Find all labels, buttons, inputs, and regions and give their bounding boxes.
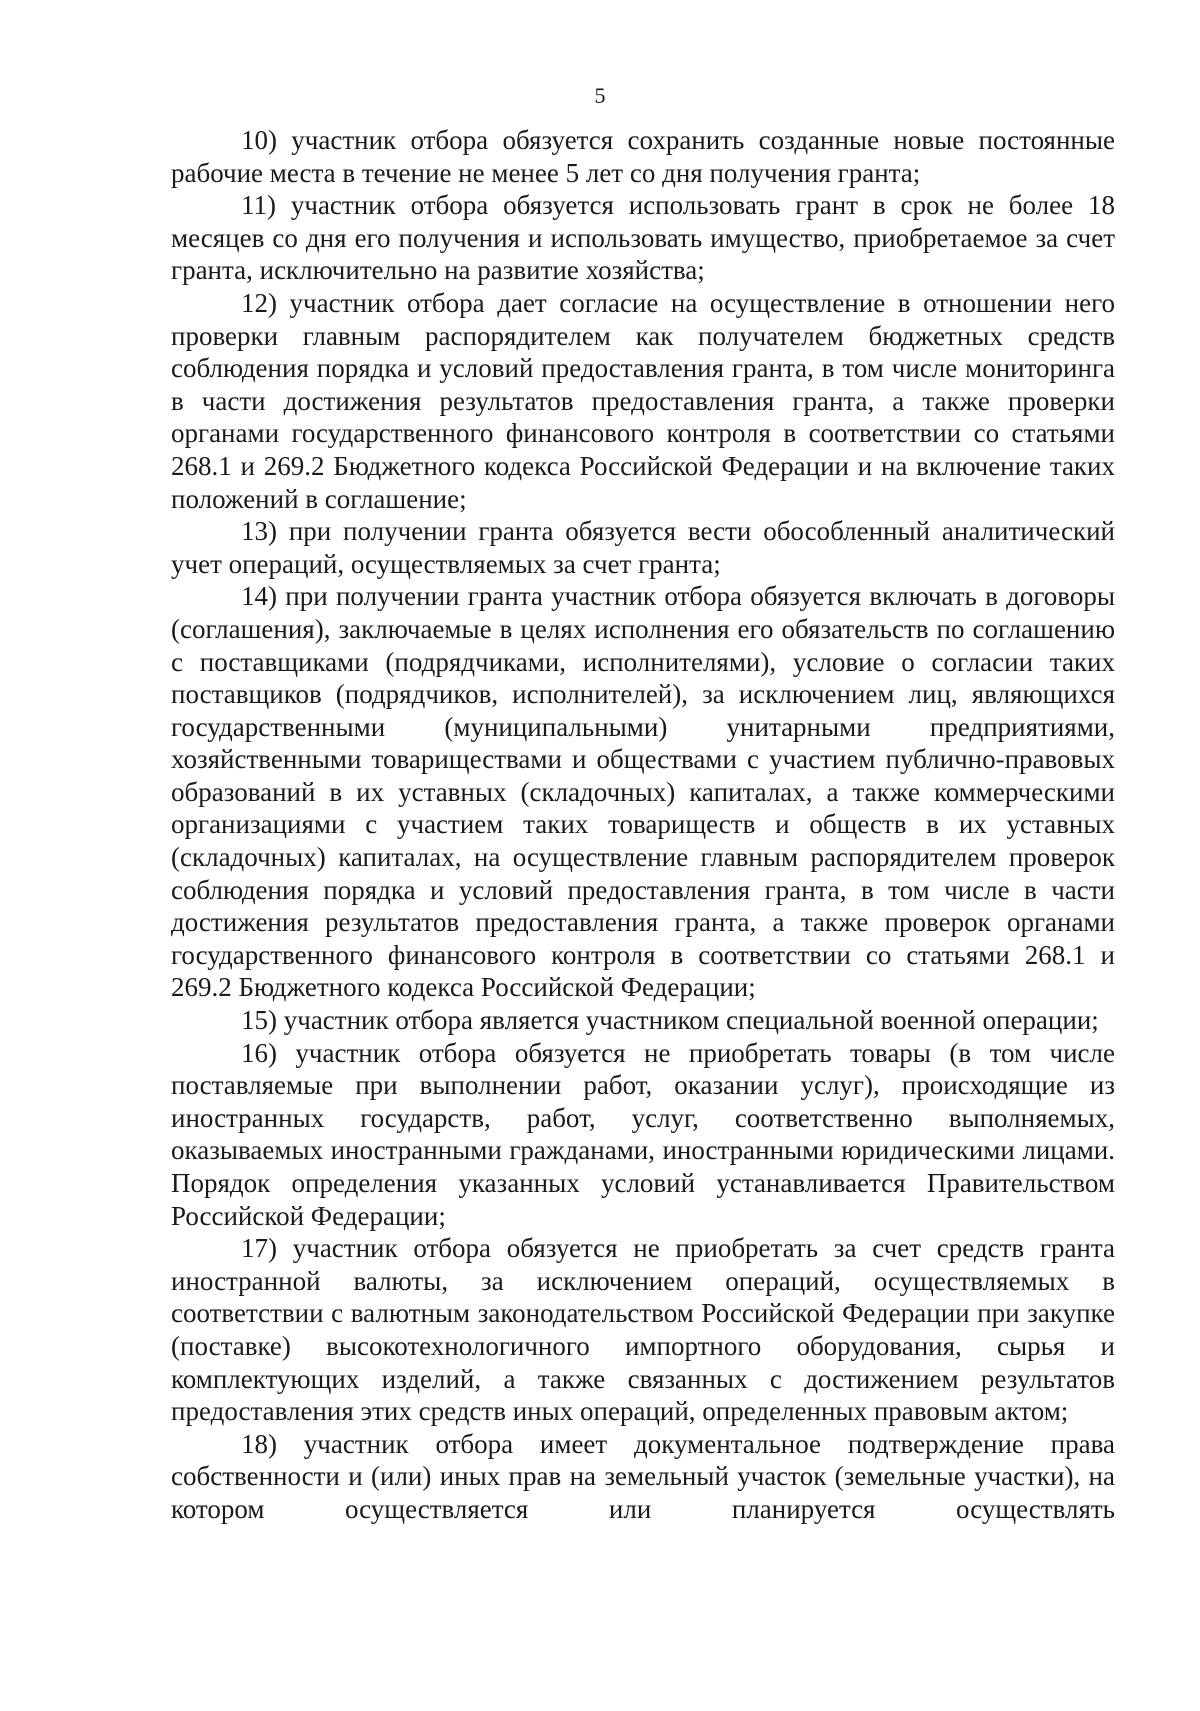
paragraph-16: 16) участник отбора обязуется не приобретать товары (в том числе поставляемые при выполнении работ, оказании услуг), происходящие из иностранных государств, работ, услуг, соответственно выполняемых, оказываемых иностранными гражданами, иностранными юридическими лицами. Порядок определения указанных условий устанавливается Правительством Российской Федерации; bbox=[171, 1037, 1115, 1231]
paragraph-12: 12) участник отбора дает согласие на осуществление в отношении него проверки главным распорядителем как получателем бюджетных средств соблюдения порядка и условий предоставления гранта, в том числе мониторинга в части достижения результатов предоставления гранта, а также проверки органами государственного финансового контроля в соответствии со статьями 268.1 и 269.2 Бюджетного кодекса Российской Федерации и на включение таких положений в соглашение; bbox=[171, 287, 1115, 514]
paragraph-15: 15) участник отбора является участником специальной военной операции; bbox=[241, 1005, 1099, 1036]
paragraph-13: 13) при получении гранта обязуется вести обособленный аналитический учет операций, осуществляемых за счет гранта; bbox=[171, 516, 1115, 579]
paragraph-10: 10) участник отбора обязуется сохранить созданные новые постоянные рабочие места в течение не менее 5 лет со дня получения гранта; bbox=[171, 125, 1115, 188]
paragraph-11: 11) участник отбора обязуется использовать грант в срок не более 18 месяцев со дня его получения и использовать имущество, приобретаемое за счет гранта, исключительно на развитие хозяйства; bbox=[171, 190, 1115, 286]
document-body bbox=[171, 124, 1115, 1526]
paragraph-17: 17) участник отбора обязуется не приобретать за счет средств гранта иностранной валюты, за исключением операций, осуществляемых в соответствии с валютным законодательством Российской Федерации при закупке (поставке) высокотехнологичного импортного оборудования, сырья и комплектующих изделий, а также связанных с достижением результатов предоставления этих средств иных операций, определенных правовым актом; bbox=[171, 1233, 1115, 1427]
page-number: 5 bbox=[594, 83, 606, 108]
paragraph-14: 14) при получении гранта участник отбора обязуется включать в договоры (соглашения), заключаемые в целях исполнения его обязательств по соглашению с поставщиками (подрядчиками, исполнителями), условие о согласии таких поставщиков (подрядчиков, исполнителей), за исключением лиц, являющихся государственными (муниципальными) унитарными предприятиями, хозяйственными товариществами и обществами с участием публично-правовых образований в их уставных (складочных) капиталах, а также коммерческими организациями с участием таких товариществ и обществ в их уставных (складочных) капиталах, на осуществление главным распорядителем проверок соблюдения порядка и условий предоставления гранта, в том числе в части достижения результатов предоставления гранта, а также проверок органами государственного финансового контроля в соответствии со статьями 268.1 и 269.2 Бюджетного кодекса Российской Федерации; bbox=[171, 581, 1115, 1003]
paragraph-18: 18) участник отбора имеет документальное подтверждение права собственности и (или) иных прав на земельный участок (земельные участки), на котором осуществляется или планируется осуществлять bbox=[171, 1428, 1115, 1524]
